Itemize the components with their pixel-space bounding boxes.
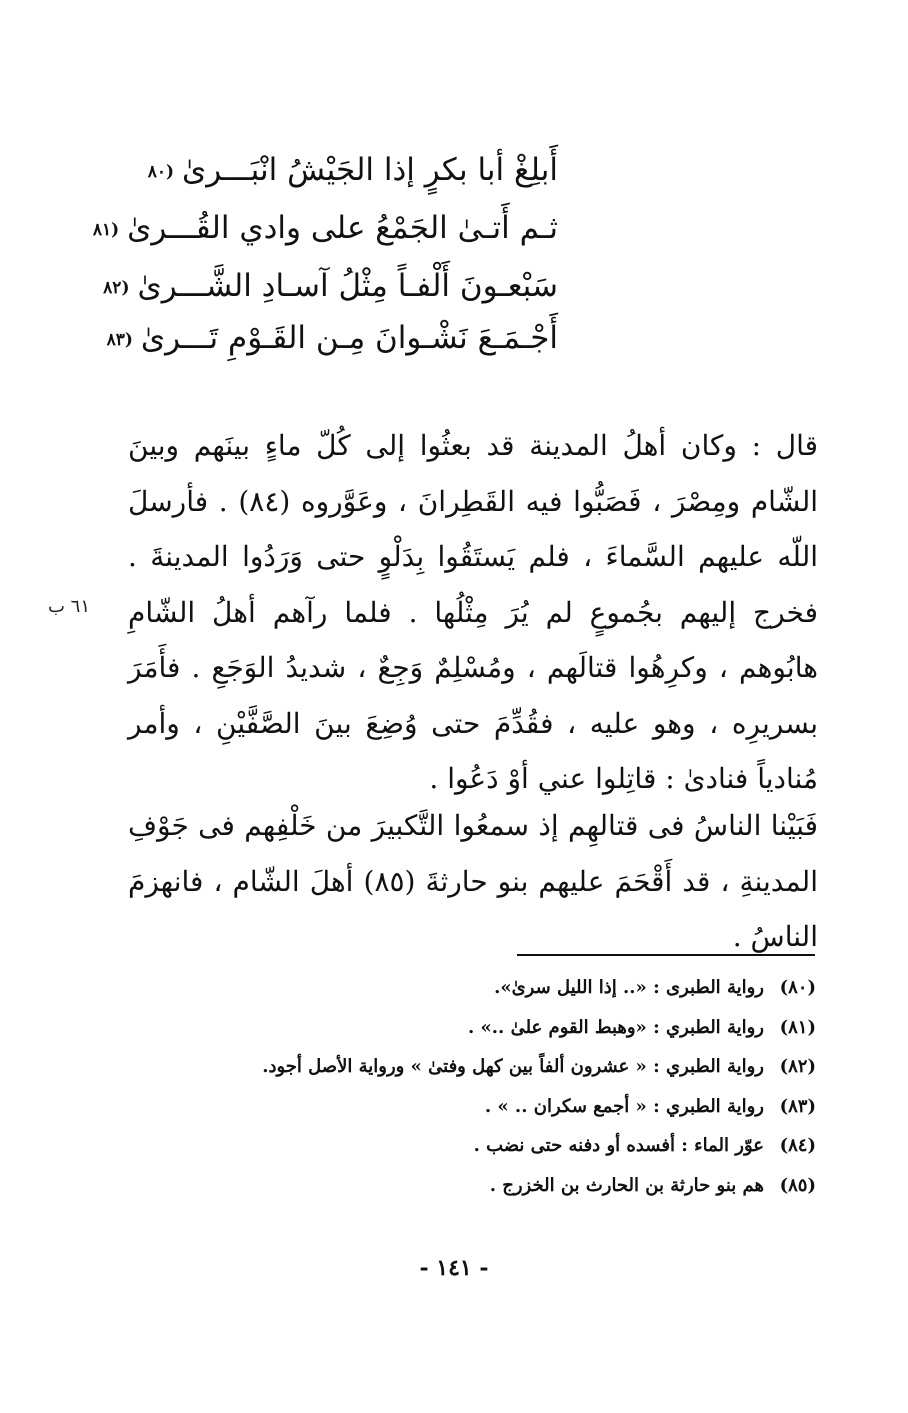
footnote-reference: (٨٢ <box>103 277 130 298</box>
body-paragraph: قال : وكان أهلُ المدينة قد بعثُوا إلى كُلّ ماءٍ بينَهم وبينَ الشّام ومِصْرَ ، فَصَبُّوا فيه القَطِرانَ ، وعَوَّروه (٨٤) . فأرسلَ اللّه عليهم السَّماءَ ، فلم يَستَقُوا بِدَلْوٍ حتى وَرَدُوا المدينةَ . فخرج إليهم بجُموعٍ لم يُرَ مِثْلُها . فلما رآهم أهلُ الشّامِ هابُوهم ، وكرِهُوا قتالَهم ، ومُسْلِمٌ وَجِعٌ ، شديدُ الوَجَعِ . فأَمَرَ بسريرِه ، وهو عليه ، فقُدِّمَ حتى وُضِعَ بينَ الصَّفَّيْنِ ، وأمر مُنادياً فنادىٰ : قاتِلوا عني أوْ دَعُوا . <box>128 429 818 795</box>
poem-line <box>148 150 558 192</box>
footnote-text: رواية الطبري : «وهبط القوم علىٰ ..» . <box>468 1016 764 1038</box>
footnotes-section <box>156 968 816 1205</box>
footnote-reference: (٨٠ <box>147 161 174 182</box>
poem-line <box>93 208 558 250</box>
footnote-reference: (٨٣ <box>106 329 133 350</box>
margin-folio-note: ٦١ ب <box>48 596 91 617</box>
poem-line <box>103 266 558 308</box>
page-number: - ١٤١ - <box>419 1255 489 1281</box>
footnote-item <box>156 1166 816 1206</box>
footnote-text: رواية الطبرى : «.. إذا الليل سرىٰ». <box>494 977 764 998</box>
footnote-number: (٨٣) <box>779 1095 816 1117</box>
footnote-item <box>156 1087 816 1127</box>
footnote-text: رواية الطبري : « أجمع سكران .. » . <box>484 1095 764 1117</box>
body-paragraph: فَبَيْنا الناسُ فى قتالهِم إذ سمعُوا التَّكبيرَ من خَلْفِهم فى جَوْفِ المدينةِ ، قد أَقْحَمَ عليهم بنو حارثةَ (٨٥) أهلَ الشّام ، فانهزمَ الناسُ . <box>128 809 818 953</box>
poem-line <box>107 318 558 360</box>
footnote-number: (٨٢) <box>779 1056 816 1077</box>
footnote-divider <box>517 954 815 956</box>
poem-verse: سَبْعـونَ أَلْفـاً مِثْلُ آسـادِ الشَّـــرىٰ <box>137 268 558 304</box>
footnote-number: (٨٠) <box>779 977 816 998</box>
footnote-number: (٨١) <box>779 1016 816 1038</box>
footnote-item <box>156 1008 816 1048</box>
poem-verse: ثـم أَتـىٰ الجَمْعُ على وادي القُـــرىٰ <box>127 210 558 246</box>
footnote-text: هم بنو حارثة بن الحارث بن الخزرج . <box>489 1174 764 1196</box>
footnote-item <box>156 1047 816 1087</box>
poem-verse: أَبلِغْ أبا بكرٍ إذا الجَيْشُ انْبَـــرىٰ <box>182 152 558 188</box>
footnote-item <box>156 968 816 1008</box>
footnote-text: عوّر الماء : أفسده أو دفنه حتى نضب . <box>473 1135 764 1156</box>
footnote-number: (٨٤) <box>779 1135 816 1156</box>
poem-verse: أَجْـمَـعَ نَشْـوانَ مِـن القَـوْمِ تَـــرىٰ <box>140 320 558 356</box>
footnote-item <box>156 1126 816 1166</box>
footnote-reference: (٨١ <box>92 219 120 240</box>
footnote-text: رواية الطبري : « عشرون ألفاً بين كهل وفتىٰ » ورواية الأصل أجود. <box>262 1056 764 1077</box>
footnote-number: (٨٥) <box>779 1174 816 1196</box>
